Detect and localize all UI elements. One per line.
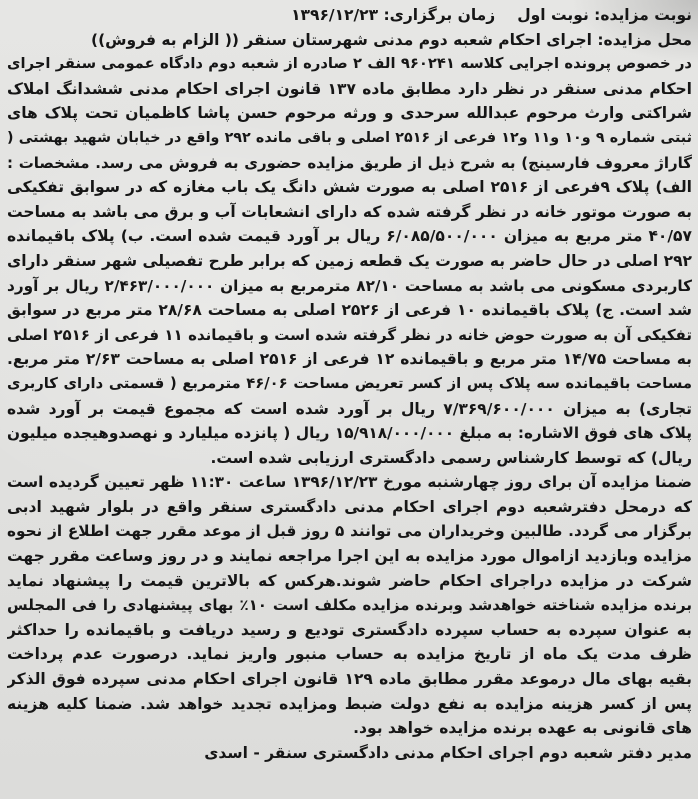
notice-conditions bbox=[7, 470, 692, 741]
notice-conditions-line: شرکت در مزایده دراجرای احکام حاضر شوند.هرکس که بالاترین قیمت را پیشنهاد نماید bbox=[7, 571, 692, 590]
notice-body-line: تجاری) به میزان ۷/۳۶۹/۶۰۰/۰۰۰ ریال بر آورد شده است که مجموع قیمت بر آورد شده bbox=[7, 399, 692, 418]
auction-round: نوبت مزایده: نوبت اول bbox=[517, 6, 692, 24]
notice-body-line: گاراژ معروف فارسینج) به شرح ذیل از طریق مزایده حضوری به فروش می رسد. مشخصات : bbox=[7, 153, 692, 172]
notice-body-line: در خصوص پرونده اجرایی کلاسه ۹۶۰۲۴۱ الف ۲ صادره از شعبه دوم دادگاه عمومی سنقر اجرای bbox=[7, 55, 692, 73]
notice-conditions-line: های قانونی به عهده برنده مزایده خواهد بود. bbox=[353, 719, 692, 738]
notice-conditions-line: ضمنا مزایده آن برای روز چهارشنبه مورخ ۱۳۹۶/۱۲/۲۳ ساعت ۱۱:۳۰ ظهر تعیین گردیده است bbox=[7, 473, 692, 492]
notice-conditions-line: برگزار می گردد. طالبین وخریداران می توانند ۵ روز قبل از موعد مقرر جهت اطلاع از نحوه bbox=[7, 522, 692, 541]
notice-body-line: کاربردی مسکونی می باشد به مساحت ۸۲/۱۰ مترمربع به میزان ۲/۴۶۳/۰۰۰/۰۰۰ ریال بر آورد bbox=[7, 276, 692, 295]
notice-body-line: تفکیکی آن به صورت حوض خانه در نظر گرفته شده است و باقیمانده ۱۱ فرعی از ۲۵۱۶ اصلی bbox=[7, 325, 692, 344]
notice-conditions-line: به عنوان سپرده به حساب سپرده دادگستری تودیع و رسید دریافت و باقیمانده را حداکثر bbox=[7, 620, 692, 639]
notice-conditions-line: برنده مزایده شناخته خواهدشد وبرنده مزایده مکلف است ۱۰٪ بهای پیشنهادی را فی المجلس bbox=[7, 596, 692, 615]
notice-body-line: شد است. ج) پلاک باقیمانده ۱۰ فرعی از ۲۵۲۶ اصلی به مساحت ۲۸/۶۸ متر مربع در سوابق bbox=[7, 301, 692, 320]
notice-conditions-line: بقیه بهای مال درموعد مقرر مطابق ماده ۱۲۹ قانون اجرای احکام مدنی سپرده فوق الذکر bbox=[7, 670, 692, 689]
notice-body-line: الف) پلاک ۹فرعی از ۲۵۱۶ اصلی به صورت شش دانگ یک باب مغازه که در سوابق تفکیکی bbox=[7, 178, 692, 197]
auction-location: محل مزایده: اجرای احکام شعبه دوم مدنی شهرستان سنقر (( الزام به فروش)) bbox=[91, 30, 692, 49]
notice-body-line: احکام مدنی سنقر در نظر دارد مطابق ماده ۱۳۷ قانون اجرای احکام مدنی ششدانگ املاک bbox=[7, 79, 692, 98]
notice-conditions-line: ظرف مدت یک ماه از تاریخ مزایده به حساب منبور واریز نماید. درصورت عدم پرداخت bbox=[7, 645, 692, 664]
notice-body-line: به مساحت ۱۴/۷۵ متر مربع و باقیمانده ۱۲ فرعی از ۲۵۱۶ اصلی به مساحت ۲/۶۳ متر مربع. bbox=[7, 350, 692, 369]
notice-conditions-line: پس از کسر هزینه مزایده به نفع دولت ضبط ومزایده تجدید خواهد شد. ضمنا کلیه هزینه bbox=[7, 694, 692, 713]
notice-conditions-line: مزایده وبازدید ازاموال مورد مزایده به این اجرا مراجعه نمایند و در روز وساعت مقرر جهت bbox=[7, 547, 692, 566]
notice-body-line: ثبتی شماره ۹ و۱۰ و۱۱ و۱۲ فرعی از ۲۵۱۶ اصلی و باقی مانده ۲۹۲ واقع در خیابان شهید بهشتی ( bbox=[7, 129, 692, 146]
notice-body-line: ریال) که توسط کارشناس رسمی دادگستری ارزیابی شده است. bbox=[210, 448, 692, 467]
notice-body-line: ۲۹۲ اصلی در حال حاضر به صورت یک قطعه زمین که برابر طرح تفصیلی شهر سنقر دارای bbox=[7, 251, 692, 270]
notice-body-line: شراکتی وارث مرحوم عبدالله سرحدی و ورثه مرحوم حسن پاشا کاظمیان تحت پلاک های bbox=[7, 104, 692, 123]
notice-body-line: به صورت موتور خانه در نظر گرفته شده که دارای انشعابات آب و برق می باشد به مساحت bbox=[7, 202, 692, 221]
notice-body-line: پلاک های فوق الاشاره: به مبلغ ۱۵/۹۱۸/۰۰۰/۰۰۰ ریال ( پانزده میلیارد و نهصدوهیجده میلیون bbox=[7, 424, 692, 443]
notice-signature: مدیر دفتر شعبه دوم اجرای احکام مدنی دادگستری سنقر - اسدی bbox=[204, 743, 692, 762]
notice-body-line: ۴۰/۵۷ متر مربع به میزان ۶/۰۸۵/۵۰۰/۰۰۰ ریال بر آورد قیمت شده است. ب) پلاک باقیمانده bbox=[7, 227, 692, 246]
notice-conditions-line: که درمحل دفترشعبه دوم اجرای احکام مدنی دادگستری سنقر واقع در بلوار شهید ادبی bbox=[7, 497, 692, 516]
notice-body-line: مساحت باقیمانده سه پلاک پس از کسر تعریض مساحت ۴۶/۰۶ مترمربع ( قسمتی دارای کاربری bbox=[7, 374, 692, 392]
notice-body bbox=[7, 52, 692, 470]
auction-header-line bbox=[7, 3, 692, 28]
auction-date: زمان برگزاری: ۱۳۹۶/۱۲/۲۳ bbox=[291, 6, 496, 24]
